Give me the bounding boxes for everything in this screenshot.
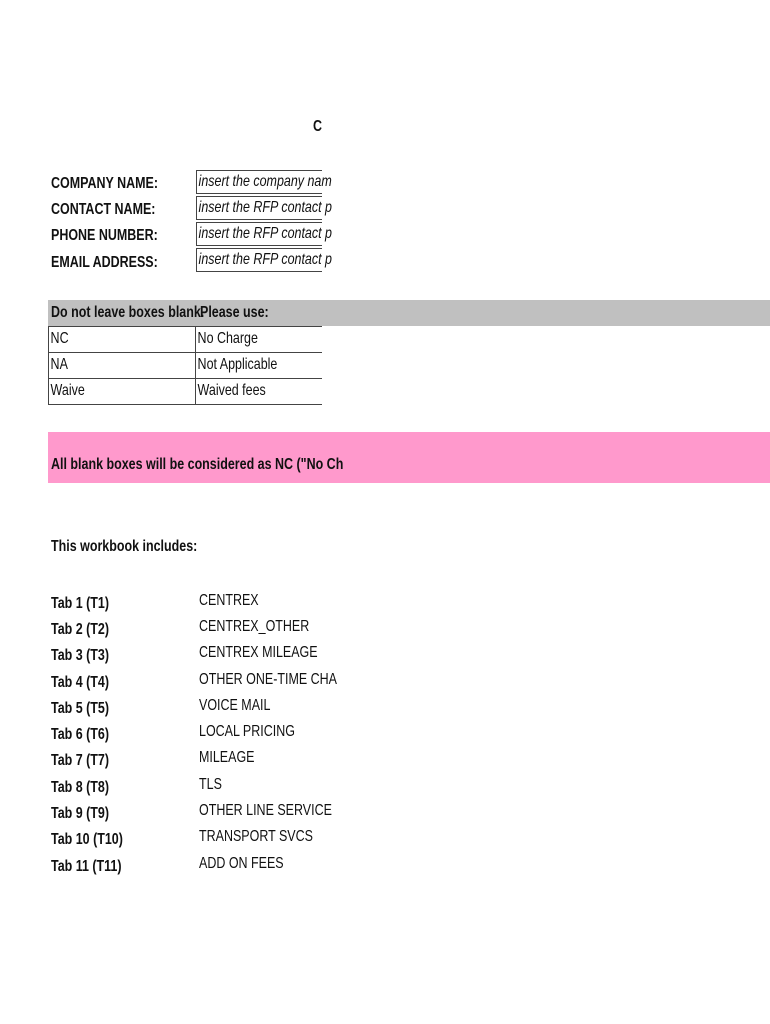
tab-label: Tab 3 (T3) (51, 647, 110, 664)
tab-label: Tab 1 (T1) (51, 595, 110, 612)
phone-number-label: PHONE NUMBER: (51, 227, 158, 244)
legend-row (48, 379, 322, 405)
tab-name: OTHER LINE SERVICE (199, 802, 332, 819)
tab-name: CENTREX (199, 592, 259, 609)
tab-label: Tab 5 (T5) (51, 700, 110, 717)
tab-name: OTHER ONE-TIME CHA (199, 671, 337, 688)
legend-description-cell: Not Applicable (196, 353, 322, 379)
tab-label: Tab 2 (T2) (51, 621, 110, 638)
legend-row (48, 327, 322, 353)
tab-label: Tab 4 (T4) (51, 674, 110, 691)
workbook-contents-heading: This workbook includes: (51, 538, 198, 555)
legend-row (48, 353, 322, 379)
blank-box-notice-text: All blank boxes will be considered as NC ("No Ch (51, 456, 344, 473)
legend-code-cell: NA (48, 353, 196, 379)
legend-header-instruction: Please use: (200, 304, 269, 321)
legend-description-cell: Waived fees (196, 379, 322, 405)
legend-header-note: Do not leave boxes blank. (51, 304, 205, 321)
tab-label: Tab 8 (T8) (51, 779, 110, 796)
tab-label: Tab 9 (T9) (51, 805, 110, 822)
legend-code-cell: Waive (48, 379, 196, 405)
tab-name: CENTREX_OTHER (199, 618, 310, 635)
tab-name: CENTREX MILEAGE (199, 644, 318, 661)
email-address-label: EMAIL ADDRESS: (51, 254, 158, 271)
tab-name: VOICE MAIL (199, 697, 271, 714)
tab-label: Tab 10 (T10) (51, 831, 123, 848)
tab-label: Tab 7 (T7) (51, 752, 110, 769)
tab-name: TLS (199, 776, 222, 793)
tab-label: Tab 11 (T11) (51, 858, 122, 875)
legend-header (48, 300, 770, 326)
email-address-field[interactable]: insert the RFP contact p (196, 248, 322, 272)
contact-name-field[interactable]: insert the RFP contact p (196, 196, 322, 220)
company-name-field[interactable]: insert the company nam (196, 170, 322, 194)
tab-name: MILEAGE (199, 749, 255, 766)
company-name-label: COMPANY NAME: (51, 175, 159, 192)
tab-name: LOCAL PRICING (199, 723, 295, 740)
phone-number-field[interactable]: insert the RFP contact p (196, 222, 322, 246)
tab-name: ADD ON FEES (199, 855, 284, 872)
legend-description-cell: No Charge (196, 327, 322, 353)
contact-name-label: CONTACT NAME: (51, 201, 156, 218)
tab-label: Tab 6 (T6) (51, 726, 110, 743)
legend-code-cell: NC (48, 327, 196, 353)
tab-name: TRANSPORT SVCS (199, 828, 313, 845)
page-title: C (313, 118, 323, 135)
